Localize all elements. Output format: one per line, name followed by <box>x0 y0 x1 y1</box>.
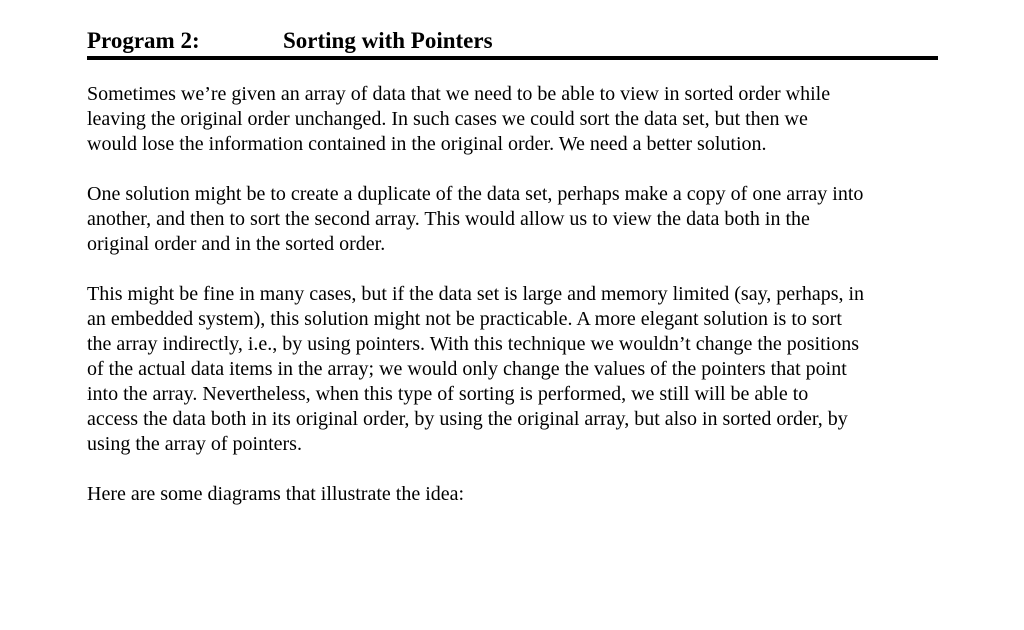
program-title: Sorting with Pointers <box>283 28 493 53</box>
text-line: One solution might be to create a duplicate of the data set, perhaps make a copy of one array into <box>87 183 864 205</box>
text-line: original order and in the sorted order. <box>87 233 386 255</box>
text-line: of the actual data items in the array; we would only change the values of the pointers that point <box>87 358 847 380</box>
text-line: Sometimes we’re given an array of data that we need to be able to view in sorted order while <box>87 83 831 105</box>
text-line: leaving the original order unchanged. In such cases we could sort the data set, but then we <box>87 108 808 130</box>
paragraph-duplicate-solution <box>87 182 947 257</box>
text-line: into the array. Nevertheless, when this type of sorting is performed, we still will be able to <box>87 383 809 405</box>
text-line: another, and then to sort the second array. This would allow us to view the data both in the <box>87 208 810 230</box>
section-heading <box>87 26 938 60</box>
paragraph-intro <box>87 82 947 157</box>
program-label: Program 2: <box>87 28 200 53</box>
text-line: would lose the information contained in the original order. We need a better solution. <box>87 133 767 155</box>
text-line: This might be fine in many cases, but if the data set is large and memory limited (say, perhaps, in <box>87 283 865 305</box>
text-line: using the array of pointers. <box>87 433 302 455</box>
paragraph-pointer-solution <box>87 282 947 457</box>
paragraph-diagrams-intro <box>87 482 947 507</box>
text-line: Here are some diagrams that illustrate the idea: <box>87 483 465 505</box>
text-line: an embedded system), this solution might not be practicable. A more elegant solution is to sort <box>87 308 842 330</box>
text-line: the array indirectly, i.e., by using pointers. With this technique we wouldn’t change the positions <box>87 333 860 355</box>
text-line: access the data both in its original order, by using the original array, but also in sorted order, by <box>87 408 848 430</box>
